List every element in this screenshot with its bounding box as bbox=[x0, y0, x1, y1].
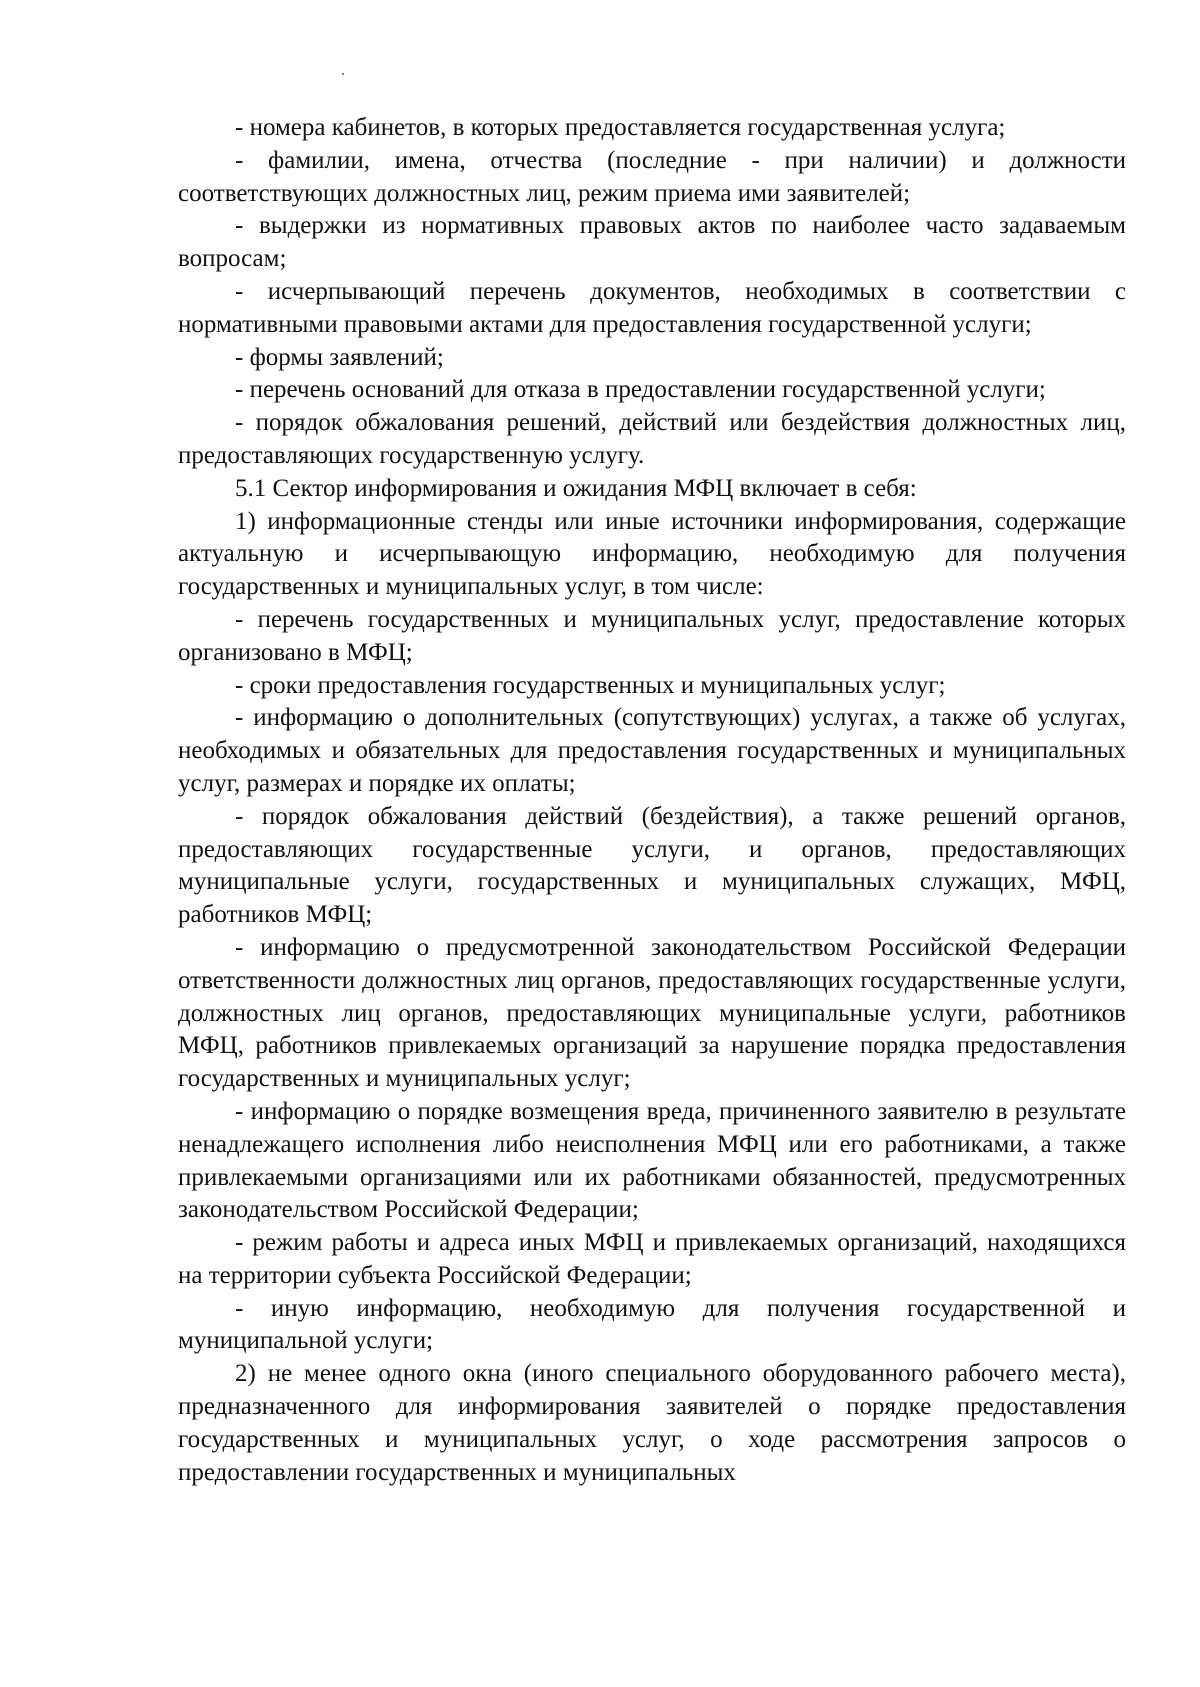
paragraph-damage-compensation: - информацию о порядке возмещения вреда, причиненного заявителю в результате ненадлежащего исполнения либо неисполнения МФЦ или его работниками, а также привлекаемыми организациями или их работниками обязанностей, предусмотренных законодательством Российской Федерации; bbox=[178, 1097, 1126, 1224]
paragraph-refusal-grounds: - перечень оснований для отказа в предоставлении государственной услуги; bbox=[235, 376, 1046, 404]
paragraph-services-list: - перечень государственных и муниципальных услуг, предоставление которых организовано в МФЦ; bbox=[178, 605, 1126, 666]
paragraph-cabinet-numbers: - номера кабинетов, в которых предоставляется государственная услуга; bbox=[235, 114, 1006, 141]
scan-speck bbox=[342, 73, 344, 75]
paragraph-section-5-1: 5.1 Сектор информирования и ожидания МФЦ включает в себя: bbox=[235, 474, 917, 502]
document-body bbox=[178, 112, 1126, 1489]
paragraph-additional-services: - информацию о дополнительных (сопутствующих) услугах, а также об услугах, необходимых и обязательных для предоставления государственных и муниципальных услуг, размерах и порядке их оплаты; bbox=[178, 704, 1126, 797]
paragraph-liability: - информацию о предусмотренной законодательством Российской Федерации ответственности должностных лиц органов, предоставляющих государственные услуги, должностных лиц органов, предоставляющих муниципальные услуги, работников МФЦ, работников привлекаемых организаций за нарушение порядка предоставления государственных и муниципальных услуг; bbox=[178, 933, 1126, 1093]
paragraph-service-terms: - сроки предоставления государственных и муниципальных услуг; bbox=[235, 671, 946, 699]
paragraph-legal-excerpts: - выдержки из нормативных правовых актов по наиболее часто задаваемым вопросам; bbox=[178, 212, 1126, 273]
paragraph-application-forms: - формы заявлений; bbox=[235, 343, 444, 371]
paragraph-info-stands: 1) информационные стенды или иные источники информирования, содержащие актуальную и исчерпывающую информацию, необходимую для получения государственных и муниципальных услуг, в том числе: bbox=[178, 507, 1126, 601]
paragraph-info-window: 2) не менее одного окна (иного специального оборудованного рабочего места), предназначенного для информирования заявителей о порядке предоставления государственных и муниципальных услуг, о ходе рассмотрения запросов о предоставлении государственных и муниципальных bbox=[178, 1360, 1126, 1486]
paragraph-other-info: - иную информацию, необходимую для получения государственной и муниципальной услуги; bbox=[178, 1294, 1126, 1355]
paragraph-documents-list: - исчерпывающий перечень документов, необходимых в соответствии с нормативными правовыми актами для предоставления государственной услуги; bbox=[178, 277, 1126, 338]
paragraph-officials-names: - фамилии, имена, отчества (последние - при наличии) и должности соответствующих должностных лиц, режим приема ими заявителей; bbox=[178, 146, 1126, 207]
paragraph-appeal-procedure: - порядок обжалования решений, действий или бездействия должностных лиц, предоставляющих государственную услугу. bbox=[178, 409, 1126, 469]
paragraph-working-hours: - режим работы и адреса иных МФЦ и привлекаемых организаций, находящихся на территории субъекта Российской Федерации; bbox=[178, 1229, 1126, 1289]
paragraph-appeal-actions: - порядок обжалования действий (бездействия), а также решений органов, предоставляющих государственные услуги, и органов, предоставляющих муниципальные услуги, государственных и муниципальных служащих, МФЦ, работников МФЦ; bbox=[178, 802, 1126, 929]
